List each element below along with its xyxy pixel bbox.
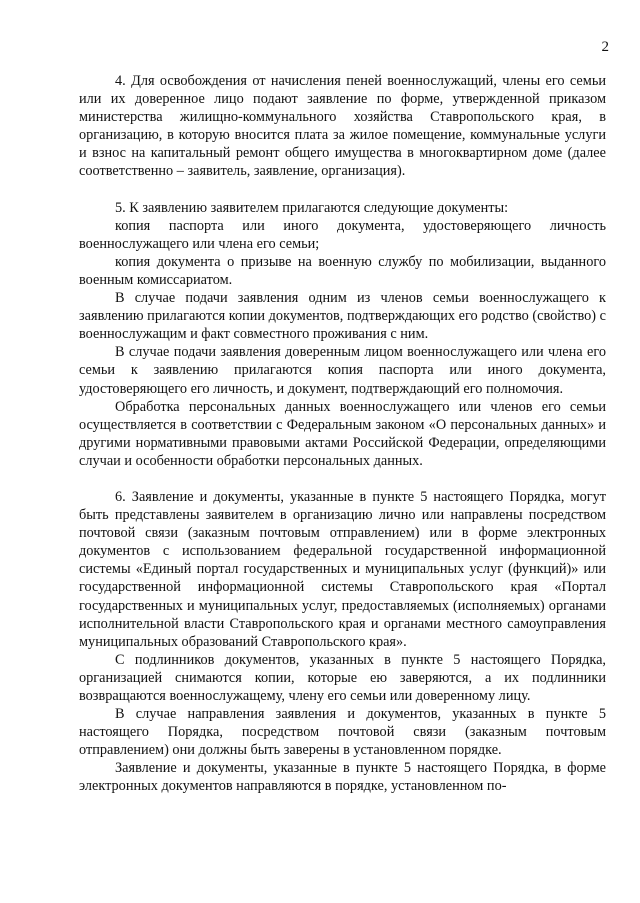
paragraph-5-intro: 5. К заявлению заявителем прилагаются следующие документы:: [115, 199, 509, 216]
paragraph-5-passport-copy: копия паспорта или иного документа, удостоверяющего личность военнослужащего или члена его семьи;: [79, 217, 606, 252]
page-number: 2: [601, 39, 609, 55]
paragraph-5-trusted-person: В случае подачи заявления доверенным лицом военнослужащего или члена его семьи к заявлению прилагаются копия паспорта или иного документа, удостоверяющего его личность, и документ, подтверждающий его полномочия.: [79, 344, 606, 397]
paragraph-5-family-member: В случае подачи заявления одним из членов семьи военнослужащего к заявлению прилагаются копии документов, подтверждающих его родство (свойство) с военнослужащим и факт совместного проживания с ним.: [79, 290, 606, 343]
paragraph-4: 4. Для освобождения от начисления пеней военнослужащий, члены его семьи или их доверенное лицо подают заявление по форме, утвержденной приказом министерства жилищно-коммунального хозяйства Ставропольского края, в организацию, в которую вносится плата за жилое помещение, коммунальные услуги и взнос на капитальный ремонт общего имущества в многоквартирном доме (далее соответственно – заявитель, заявление, организация).: [79, 73, 606, 180]
paragraph-6-postal: В случае направления заявления и документов, указанных в пункте 5 настоящего Порядка, посредством почтовой связи (заказным почтовым отправлением) они должны быть заверены в установленном порядке.: [79, 706, 606, 759]
paragraph-5-personal-data: Обработка персональных данных военнослужащего или членов его семьи осуществляется в соответствии с Федеральным законом «О персональных данных» и другими нормативными правовыми актами Российской Федерации, определяющими случаи и особенности обработки персональных данных.: [79, 398, 606, 469]
paragraph-5-mobilization-copy: копия документа о призыве на военную службу по мобилизации, выданного военным комиссариатом.: [79, 253, 606, 288]
paragraph-6-copies: С подлинников документов, указанных в пункте 5 настоящего Порядка, организацией снимаются копии, которые ею заверяются, а их подлинники возвращаются военнослужащему, члену его семьи или доверенному лицу.: [79, 651, 606, 704]
document-body: [79, 72, 606, 796]
paragraph-6-electronic: Заявление и документы, указанные в пункте 5 настоящего Порядка, в форме электронных документов направляются в порядке, установленном по-: [79, 760, 606, 795]
paragraph-6: 6. Заявление и документы, указанные в пункте 5 настоящего Порядка, могут быть представлены заявителем в организацию лично или направлены посредством почтовой связи (заказным почтовым отправлением) или в форме электронных документов с использованием федеральной государственной информационной системы «Единый портал государственных и муниципальных услуг (функций)» или государственной информационной системы Ставропольского края «Портал государственных и муниципальных услуг, предоставляемых (исполняемых) органами исполнительной власти Ставропольского края и органами местного самоуправления муниципальных образований Ставропольского края».: [79, 488, 606, 650]
